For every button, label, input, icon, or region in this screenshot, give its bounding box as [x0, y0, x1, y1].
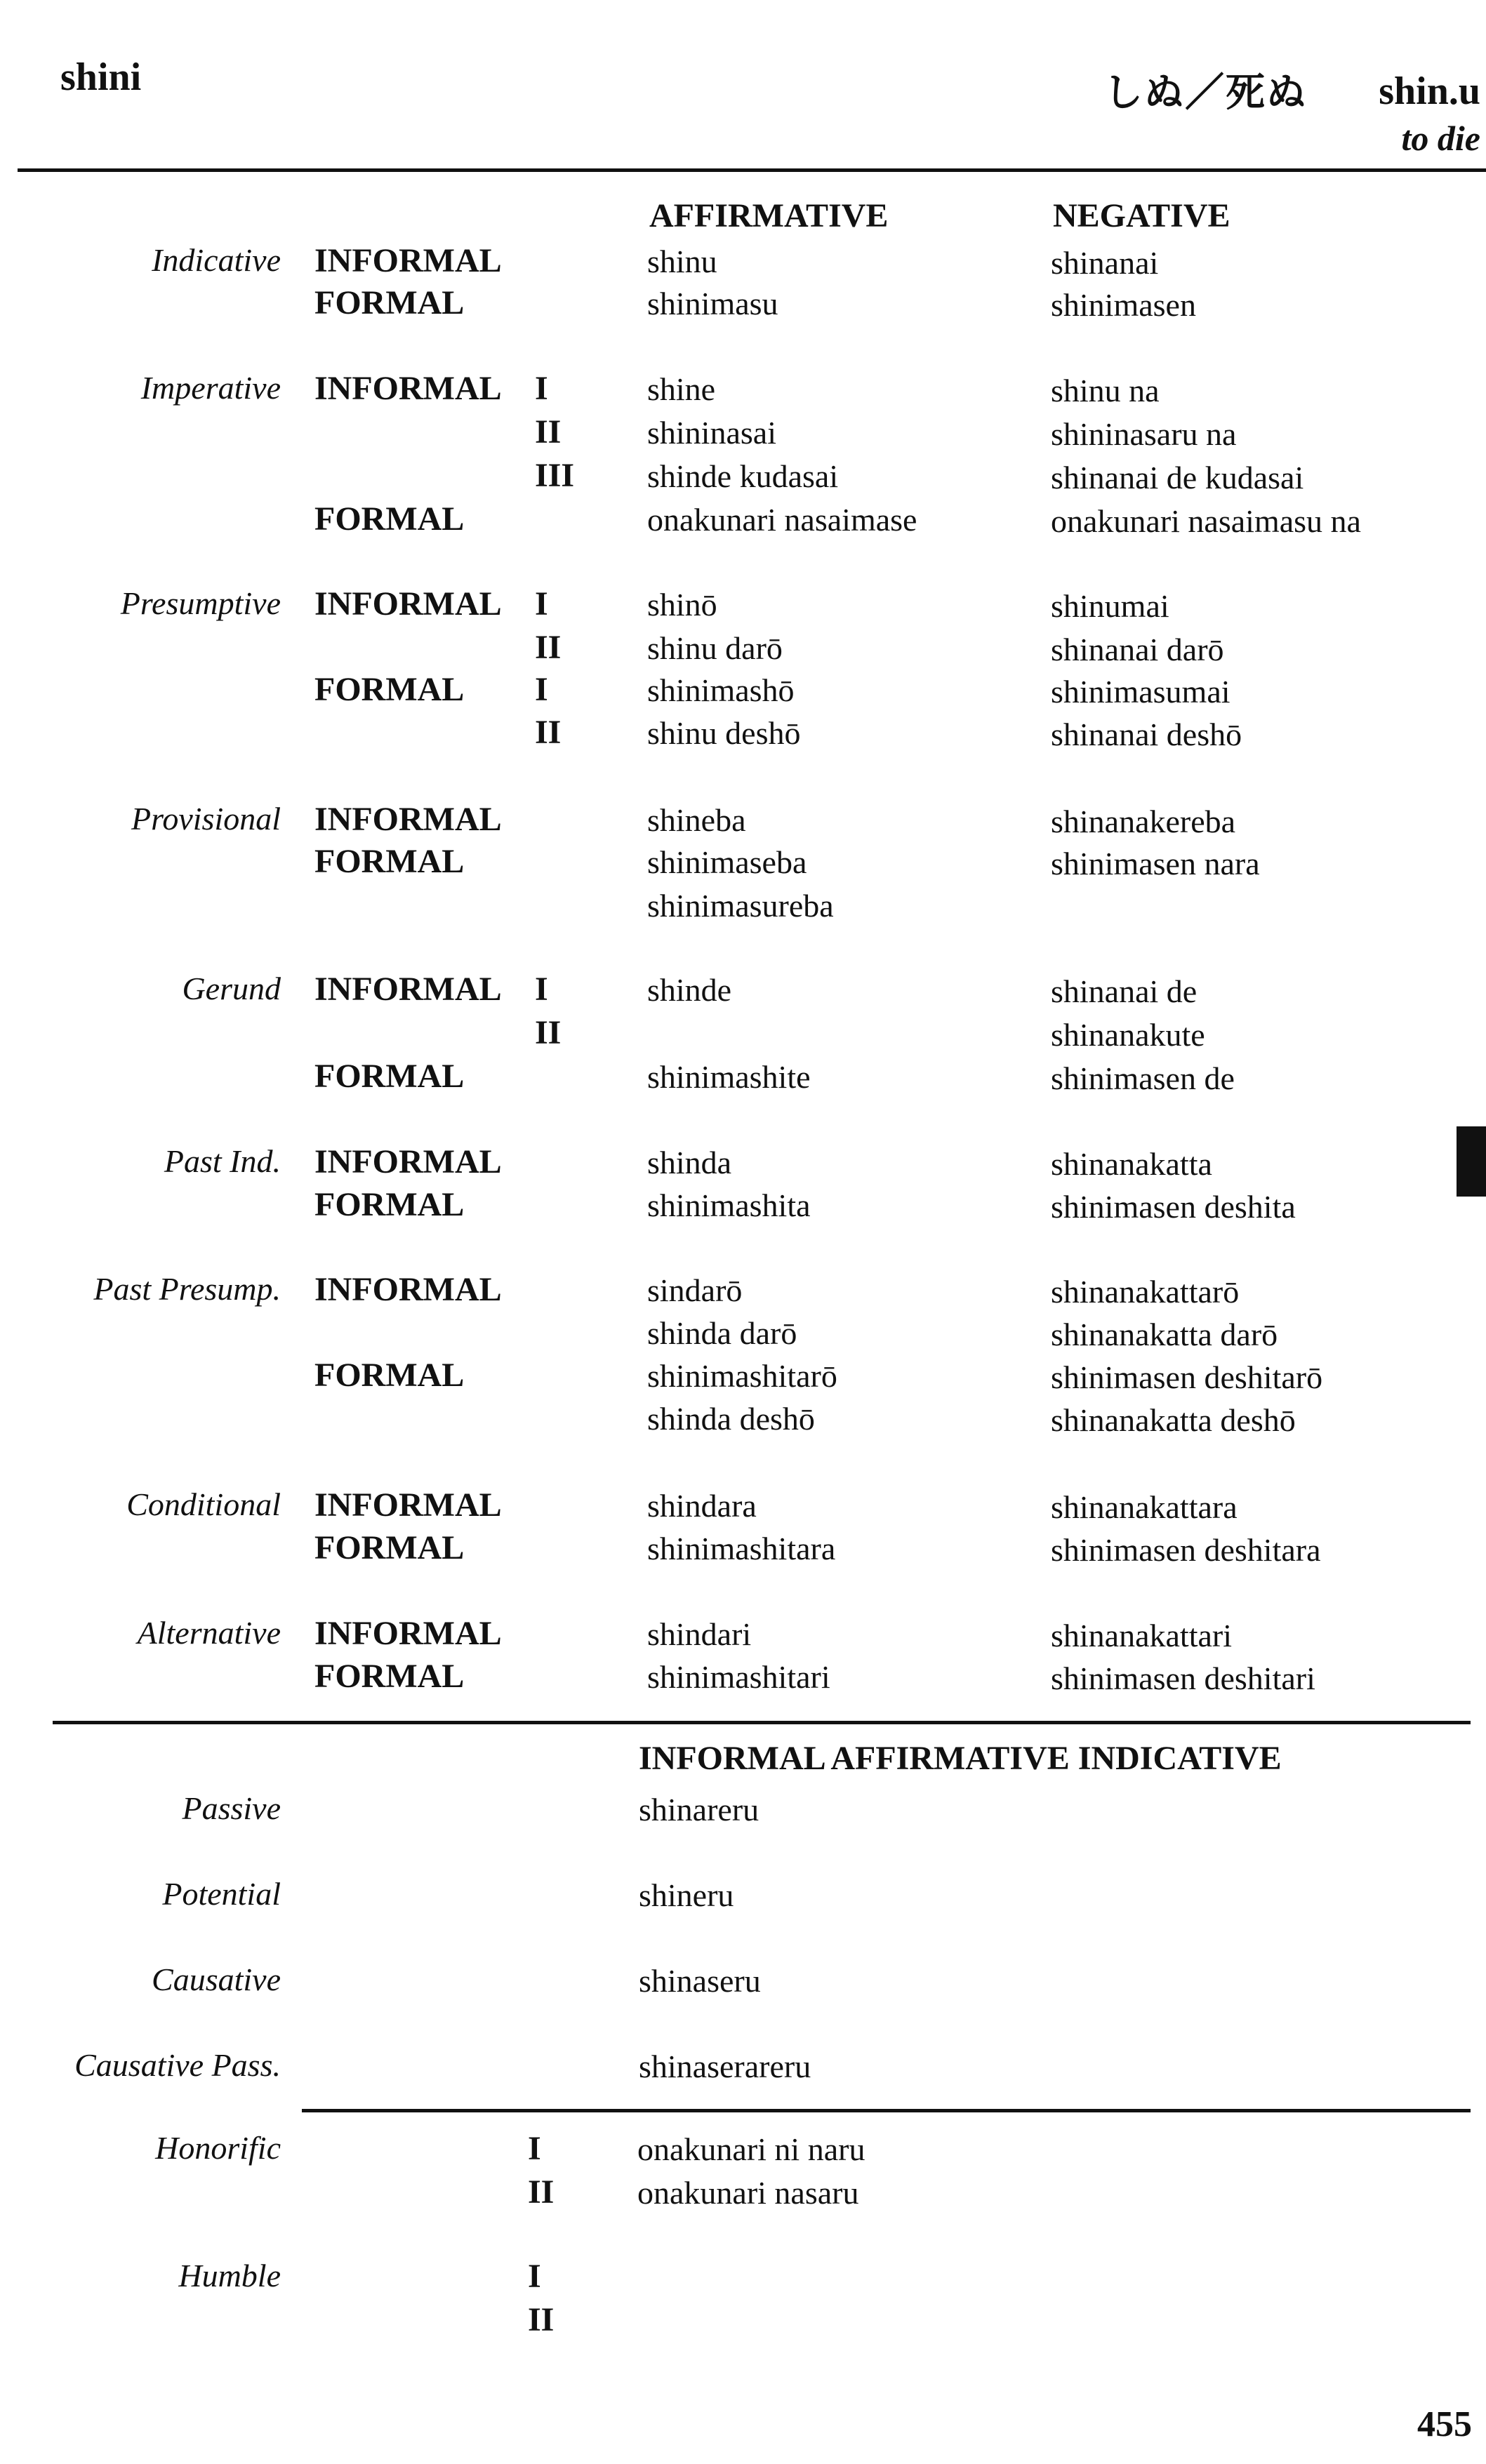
- variant-numeral: I: [528, 2130, 541, 2167]
- affirmative-form: shinda: [647, 1145, 732, 1180]
- affirmative-form: shinda deshō: [647, 1401, 815, 1437]
- negative-form: onakunari nasaimasu na: [1051, 503, 1361, 539]
- affirmative-column-header: AFFIRMATIVE: [649, 197, 889, 234]
- verb-stem: shini: [60, 55, 142, 99]
- header-rule: [18, 168, 1486, 172]
- negative-form: shinanai de: [1051, 973, 1198, 1009]
- honorific-form: onakunari ni naru: [637, 2131, 865, 2167]
- formality-level-label: INFORMAL: [314, 1271, 502, 1308]
- negative-form: shinanai deshō: [1051, 717, 1242, 752]
- formality-level-label: INFORMAL: [314, 971, 502, 1008]
- derived-category-label: Potential: [162, 1876, 281, 1912]
- affirmative-form: shinde: [647, 972, 732, 1008]
- derived-category-label: Causative Pass.: [74, 2047, 281, 2083]
- negative-form: shinanakute: [1051, 1017, 1205, 1053]
- honorific-section-rule: [302, 2109, 1471, 2112]
- dictionary-form: shin.u: [1379, 69, 1480, 113]
- mood-category-label: Alternative: [137, 1615, 281, 1651]
- formality-level-label: INFORMAL: [314, 585, 502, 622]
- negative-form: shinanakatta darō: [1051, 1317, 1278, 1352]
- formality-level-label: FORMAL: [314, 1529, 465, 1566]
- variant-numeral: II: [535, 629, 562, 666]
- formality-level-label: FORMAL: [314, 671, 465, 708]
- negative-form: shininasaru na: [1051, 416, 1237, 452]
- affirmative-form: shinu darō: [647, 630, 783, 666]
- formality-level-label: FORMAL: [314, 500, 465, 538]
- variant-numeral: II: [528, 2173, 555, 2211]
- negative-form: shinanakatta deshō: [1051, 1402, 1296, 1438]
- negative-form: shinanakattarō: [1051, 1274, 1240, 1310]
- honorific-category-label: Humble: [178, 2258, 281, 2293]
- affirmative-form: onakunari nasaimase: [647, 502, 917, 538]
- formality-level-label: INFORMAL: [314, 801, 502, 838]
- variant-numeral: I: [535, 370, 548, 407]
- negative-form: shinimasen deshita: [1051, 1189, 1296, 1225]
- negative-form: shinimasumai: [1051, 674, 1230, 710]
- negative-form: shinanakattari: [1051, 1618, 1233, 1653]
- mood-category-label: Conditional: [126, 1486, 281, 1522]
- honorific-category-label: Honorific: [155, 2130, 281, 2166]
- variant-numeral: I: [535, 671, 548, 708]
- derived-form: shinaserareru: [639, 2049, 811, 2084]
- affirmative-form: shinde kudasai: [647, 458, 839, 494]
- derived-section-rule: [53, 1721, 1471, 1724]
- negative-form: shinanakatta: [1051, 1146, 1212, 1182]
- mood-category-label: Presumptive: [120, 585, 281, 621]
- formality-level-label: FORMAL: [314, 1658, 465, 1695]
- thumb-index-tab: [1457, 1126, 1486, 1197]
- affirmative-form: shinimashitari: [647, 1659, 830, 1695]
- negative-form: shinimasen deshitari: [1051, 1660, 1315, 1696]
- mood-category-label: Gerund: [182, 971, 281, 1006]
- formality-level-label: INFORMAL: [314, 1486, 502, 1524]
- affirmative-form: shinimashō: [647, 672, 795, 708]
- variant-numeral: II: [535, 1014, 562, 1051]
- affirmative-form: shinimashitara: [647, 1531, 836, 1566]
- derived-form: shinareru: [639, 1792, 759, 1827]
- affirmative-form: shinimasureba: [647, 888, 834, 924]
- negative-form: shinimasen deshitarō: [1051, 1359, 1323, 1395]
- affirmative-form: shinimaseba: [647, 844, 807, 880]
- negative-form: shinu na: [1051, 373, 1160, 408]
- affirmative-form: shinda darō: [647, 1315, 797, 1351]
- formality-level-label: INFORMAL: [314, 242, 502, 279]
- negative-form: shinimasen: [1051, 287, 1196, 323]
- affirmative-form: shindara: [647, 1488, 757, 1524]
- variant-numeral: I: [535, 971, 548, 1008]
- mood-category-label: Indicative: [152, 242, 281, 278]
- negative-form: shinimasen de: [1051, 1060, 1235, 1096]
- variant-numeral: II: [528, 2301, 555, 2338]
- variant-numeral: I: [528, 2258, 541, 2295]
- honorific-form: onakunari nasaru: [637, 2175, 859, 2211]
- negative-form: shinimasen deshitara: [1051, 1532, 1321, 1568]
- formality-level-label: FORMAL: [314, 1186, 465, 1223]
- variant-numeral: I: [535, 585, 548, 622]
- affirmative-form: shineba: [647, 802, 746, 838]
- negative-form: shinanakereba: [1051, 804, 1236, 839]
- variant-numeral: II: [535, 413, 562, 451]
- formality-level-label: INFORMAL: [314, 1615, 502, 1652]
- affirmative-form: shinō: [647, 587, 717, 622]
- formality-level-label: INFORMAL: [314, 370, 502, 407]
- formality-level-label: FORMAL: [314, 843, 465, 880]
- mood-category-label: Past Ind.: [164, 1143, 281, 1179]
- negative-form: shinanai de kudasai: [1051, 460, 1304, 495]
- affirmative-form: shinu: [647, 244, 717, 279]
- affirmative-form: shinimashita: [647, 1187, 811, 1223]
- formality-level-label: FORMAL: [314, 284, 465, 321]
- kana-kanji-heading: しぬ／死ぬ: [1103, 70, 1307, 116]
- variant-numeral: II: [535, 714, 562, 751]
- derived-form: shineru: [639, 1877, 734, 1913]
- derived-section-heading: INFORMAL AFFIRMATIVE INDICATIVE: [639, 1740, 1282, 1777]
- variant-numeral: III: [535, 457, 575, 494]
- affirmative-form: shinimashite: [647, 1059, 811, 1095]
- mood-category-label: Imperative: [140, 370, 281, 406]
- mood-category-label: Past Presump.: [93, 1271, 281, 1307]
- negative-form: shinanai darō: [1051, 632, 1224, 667]
- page-number: 455: [1417, 2404, 1472, 2444]
- affirmative-form: sindarō: [647, 1272, 743, 1308]
- affirmative-form: shine: [647, 371, 716, 407]
- derived-category-label: Passive: [182, 1790, 281, 1826]
- english-gloss: to die: [1401, 119, 1480, 158]
- mood-category-label: Provisional: [131, 801, 281, 837]
- negative-form: shinanai: [1051, 245, 1159, 281]
- derived-category-label: Causative: [152, 1962, 281, 1997]
- affirmative-form: shindari: [647, 1616, 752, 1652]
- formality-level-label: INFORMAL: [314, 1143, 502, 1180]
- negative-form: shinumai: [1051, 588, 1169, 624]
- formality-level-label: FORMAL: [314, 1357, 465, 1394]
- affirmative-form: shinimashitarō: [647, 1358, 837, 1394]
- derived-form: shinaseru: [639, 1963, 761, 1999]
- negative-form: shinanakattara: [1051, 1489, 1238, 1525]
- negative-form: shinimasen nara: [1051, 846, 1260, 881]
- affirmative-form: shinimasu: [647, 286, 778, 321]
- formality-level-label: FORMAL: [314, 1058, 465, 1095]
- affirmative-form: shinu deshō: [647, 715, 801, 751]
- negative-column-header: NEGATIVE: [1053, 197, 1230, 234]
- affirmative-form: shininasai: [647, 415, 776, 451]
